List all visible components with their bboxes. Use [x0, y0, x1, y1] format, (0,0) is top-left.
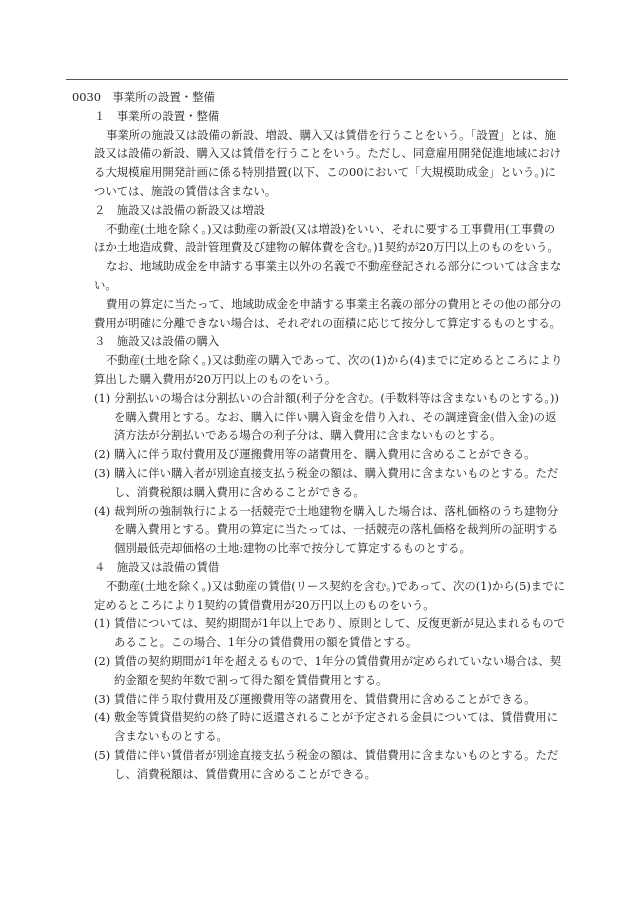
- item-number: (4): [94, 710, 111, 725]
- item-number: (3): [94, 465, 111, 480]
- item-text: 分割払いの場合は分割払いの合計額(利子分を含む。(手数料等は含まないものとする。))を購入費用とする。なお、購入に伴い購入資金を借り入れ、その調達資金(借入金)の返済方法が分割払いである場合の利子分は、購入費用に含まないものとする。: [114, 390, 559, 443]
- list-item: [66, 708, 566, 746]
- list-item: [66, 464, 566, 502]
- section-title: 0030 事業所の設置・整備: [72, 90, 215, 104]
- item-number: (5): [94, 747, 111, 762]
- item-text: 敷金等賃貸借契約の終了時に返還されることが予定される金員については、賃借費用に含まないものとする。: [114, 710, 559, 744]
- item-number: (1): [94, 390, 111, 405]
- item-number: (3): [94, 691, 111, 706]
- item-number: (4): [94, 503, 111, 518]
- paragraph-2-3: 費用の算定に当たって、地域助成金を申請する事業主名義の部分の費用とその他の部分の費用が明確に分離できない場合は、それぞれの面積に応じて按分して算定するものとする。: [94, 296, 562, 330]
- heading-3: ３ 施設又は設備の購入: [94, 334, 220, 349]
- list-item: [66, 502, 566, 558]
- list-item: [66, 690, 566, 709]
- heading-2: ２ 施設又は設備の新設又は増設: [94, 202, 265, 217]
- heading-1: １ 事業所の設置・整備: [94, 108, 220, 123]
- item-number: (2): [94, 653, 111, 668]
- item-text: 裁判所の強制執行による一括競売で土地建物を購入した場合は、落札価格のうち建物分を購入費用とする。費用の算定に当たっては、一括競売の落札価格を裁判所の証明する個別最低売却価格の土地:建物の比率で按分して算定するものとする。: [114, 503, 559, 556]
- paragraph-2-1: 不動産(土地を除く。)又は動産の新設(又は増設)をいい、それに要する工事費用(工事費のほか土地造成費、設計管理費及び建物の解体費を含む。)1契約が20万円以上のものをいう。: [94, 221, 559, 255]
- list-item: [66, 445, 566, 464]
- heading-4: ４ 施設又は設備の賃借: [94, 559, 220, 574]
- item-text: 賃借に伴う取付費用及び運搬費用等の諸費用を、賃借費用に含めることができる。: [114, 691, 536, 706]
- item-text: 購入に伴い購入者が別途直接支払う税金の額は、購入費用に含まないものとする。ただし、消費税額は購入費用に含めることができる。: [114, 465, 559, 499]
- item-text: 賃借については、契約期間が1年以上であり、原則として、反復更新が見込まれるものであること。この場合、1年分の賃借費用の額を賃借とする。: [114, 616, 566, 650]
- item-number: (2): [94, 447, 111, 462]
- top-rule: [66, 79, 568, 80]
- paragraph-2-2: なお、地域助成金を申請する事業主以外の名義で不動産登記される部分については含まない。: [94, 259, 562, 292]
- item-text: 賃借の契約期間が1年を超えるもので、1年分の賃借費用が定められていない場合は、契約金額を契約年数で割って得た額を賃借費用とする。: [114, 653, 562, 687]
- list-item: [66, 746, 566, 784]
- list-item: [66, 614, 566, 652]
- list-item: [66, 389, 566, 445]
- item-text: 賃借に伴い賃借者が別途直接支払う税金の額は、賃借費用に含まないものとする。ただし、消費税額は、賃借費用に含めることができる。: [114, 747, 559, 781]
- paragraph-1-1: 事業所の施設又は設備の新設、増設、購入又は賃借を行うことをいう。「設置」とは、施設又は設備の新設、購入又は賃借を行うことをいう。ただし、同意雇用開発促進地域における大規模雇用開発計画に係る特別措置(以下、この00において「大規模助成金」という。)については、施設の賃借は含まない。: [94, 127, 562, 198]
- document-body: [66, 88, 566, 783]
- paragraph-3-1: 不動産(土地を除く。)又は動産の購入であって、次の(1)から(4)までに定めるところにより算出した購入費用が20万円以上のものをいう。: [94, 353, 563, 386]
- list-item: [66, 652, 566, 690]
- item-number: (1): [94, 616, 111, 631]
- item-text: 購入に伴う取付費用及び運搬費用等の諸費用を、購入費用に含めることができる。: [114, 447, 536, 462]
- paragraph-4-1: 不動産(土地を除く。)又は動産の賃借(リース契約を含む。)であって、次の(1)から(5)までに定めるところにより1契約の賃借費用が20万円以上のものをいう。: [94, 578, 565, 612]
